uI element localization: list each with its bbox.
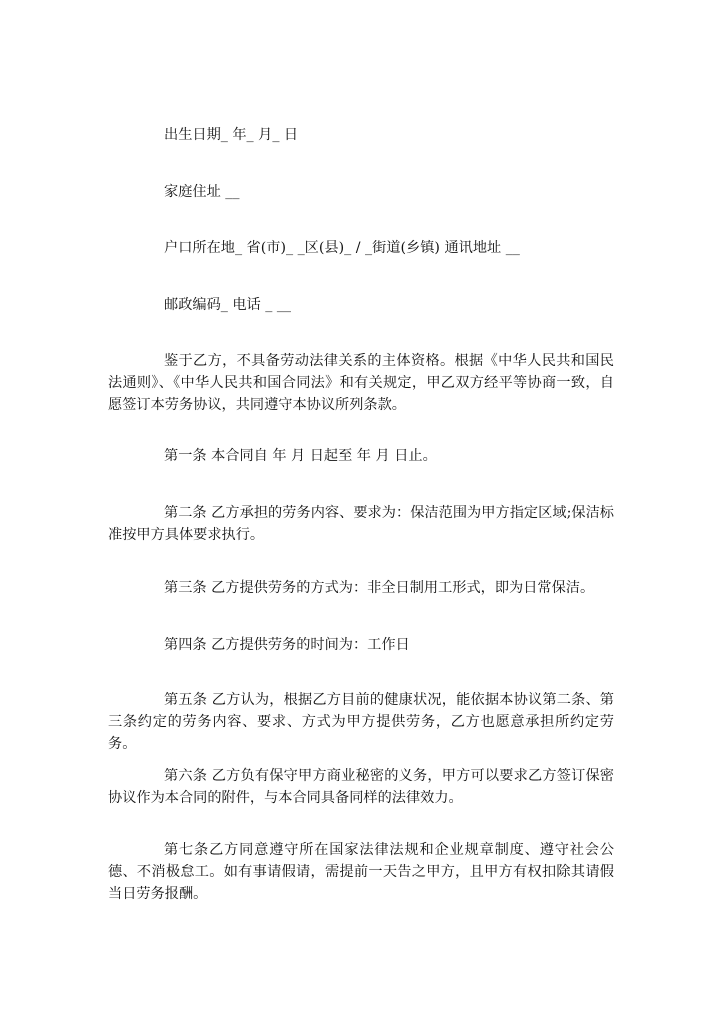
article-6: 第六条 乙方负有保守甲方商业秘密的义务，甲方可以要求乙方签订保密协议作为本合同的附件，与本合同具备同样的法律效力。 — [108, 768, 614, 806]
preamble-paragraph: 鉴于乙方，不具备劳动法律关系的主体资格。根据《中华人民共和国民法通则》、《中华人民共和国合同法》和有关规定，甲乙双方经平等协商一致，自愿签订本劳务协议，共同遵守本协议所列条款。 — [108, 353, 614, 413]
article-7: 第七条乙方同意遵守所在国家法律法规和企业规章制度、遵守社会公德、不消极怠工。如有事请假请，需提前一天告之甲方，且甲方有权扣除其请假当日劳务报酬。 — [108, 842, 614, 902]
birth-date-field: 出生日期_ 年_ 月_ 日 — [164, 127, 299, 143]
home-address-field: 家庭住址 __ — [164, 184, 240, 200]
postal-phone-field: 邮政编码_ 电话 _ __ — [164, 297, 292, 313]
household-registration-field: 户口所在地_ 省(市)_ _区(县)_ / _街道(乡镇) 通讯地址 __ — [164, 240, 520, 256]
article-2: 第二条 乙方承担的劳务内容、要求为：保洁范围为甲方指定区域;保洁标准按甲方具体要求执行。 — [108, 505, 614, 543]
article-5: 第五条 乙方认为，根据乙方目前的健康状况，能依据本协议第二条、第三条约定的劳务内容、要求、方式为甲方提供劳务，乙方也愿意承担所约定劳务。 — [108, 692, 614, 752]
article-1: 第一条 本合同自 年 月 日起至 年 月 日止。 — [164, 448, 437, 464]
article-4: 第四条 乙方提供劳务的时间为：工作日 — [164, 637, 410, 653]
article-3: 第三条 乙方提供劳务的方式为：非全日制用工形式，即为日常保洁。 — [164, 580, 595, 596]
